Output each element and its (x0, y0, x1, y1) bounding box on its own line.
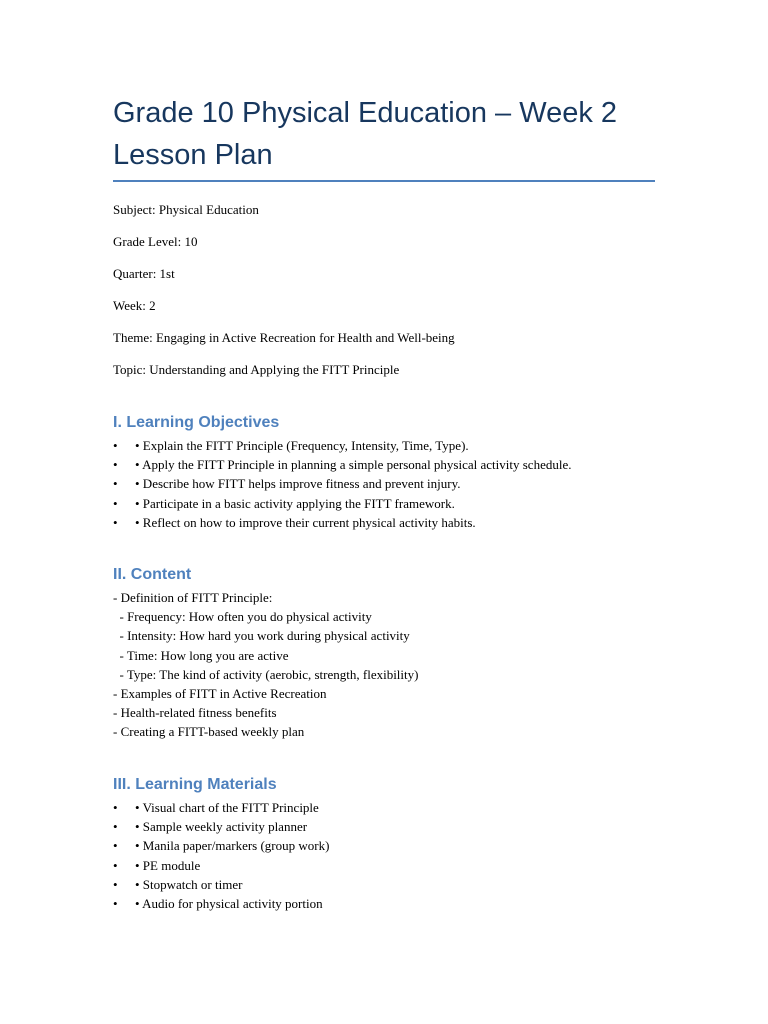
meta-theme: Theme: Engaging in Active Recreation for Health and Well-being (113, 330, 455, 345)
meta-subject: Subject: Physical Education (113, 202, 259, 217)
bullet-marker: • (113, 457, 118, 473)
bullet-marker: • (113, 495, 118, 511)
material-text: • Sample weekly activity planner (135, 819, 308, 835)
content-line: - Examples of FITT in Active Recreation (113, 685, 327, 701)
content-line: - Definition of FITT Principle: (113, 590, 273, 605)
heading-learning-materials: III. Learning Materials (113, 776, 277, 793)
heading-content: II. Content (113, 566, 192, 583)
material-text: • Audio for physical activity portion (135, 895, 323, 911)
heading-learning-objectives: I. Learning Objectives (113, 414, 280, 431)
material-text: • PE module (135, 857, 201, 873)
content-line: - Health-related fitness benefits (113, 705, 277, 721)
objective-text: • Describe how FITT helps improve fitness and prevent injury. (135, 476, 461, 492)
bullet-marker: • (113, 476, 118, 492)
bullet-marker: • (113, 857, 118, 873)
meta-week: Week: 2 (113, 298, 156, 313)
material-text: • Visual chart of the FITT Principle (135, 800, 319, 815)
bullet-marker: • (113, 876, 118, 892)
meta-topic: Topic: Understanding and Applying the FITT Principle (113, 362, 400, 377)
objective-text: • Participate in a basic activity applying the FITT framework. (135, 495, 455, 511)
bullet-marker: • (113, 838, 118, 854)
objective-text: • Explain the FITT Principle (Frequency, Intensity, Time, Type). (135, 438, 469, 453)
content-line: - Creating a FITT-based weekly plan (113, 724, 305, 740)
bullet-marker: • (113, 895, 118, 911)
content-line: - Intensity: How hard you work during physical activity (113, 628, 410, 644)
content-lines (113, 588, 418, 742)
material-text: • Stopwatch or timer (135, 876, 243, 892)
bullet-marker: • (113, 514, 118, 530)
meta-quarter: Quarter: 1st (113, 266, 175, 281)
bullet-marker: • (113, 819, 118, 835)
content-line: - Time: How long you are active (113, 647, 289, 663)
content-line: - Type: The kind of activity (aerobic, strength, flexibility) (113, 666, 419, 682)
bullet-marker: • (113, 438, 118, 453)
content-line: - Frequency: How often you do physical activity (113, 609, 372, 625)
objective-text: • Reflect on how to improve their current physical activity habits. (135, 514, 476, 530)
objective-text: • Apply the FITT Principle in planning a simple personal physical activity schedule. (135, 457, 572, 473)
title-divider (113, 180, 655, 182)
meta-grade-level: Grade Level: 10 (113, 234, 198, 249)
material-text: • Manila paper/markers (group work) (135, 838, 330, 854)
bullet-marker: • (113, 800, 118, 815)
document-title: Grade 10 Physical Education – Week 2 Lesson Plan (113, 97, 618, 171)
